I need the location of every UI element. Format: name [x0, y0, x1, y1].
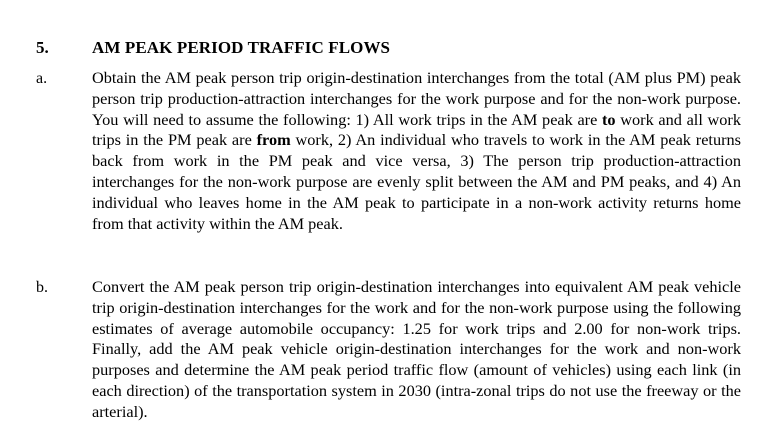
- item-text-b: Convert the AM peak person trip origin-destination interchanges into equivalent AM peak vehicle trip origin-destination interchanges for the work and for the non-work purpose using the following estimates of average automobile occupancy: 1.25 for work trips and 2.00 for non-work trips. Finally, add the AM peak vehicle origin-destination interchanges for the work and non-work purposes and determine the AM peak period traffic flow (amount of vehicles) using each link (in each direction) of the transportation system in 2030 (intra-zonal trips do not use the freeway or the arterial).: [92, 277, 741, 421]
- item-letter-b: b.: [36, 279, 48, 296]
- emphasis-from: from: [256, 130, 291, 150]
- section-title: AM PEAK PERIOD TRAFFIC FLOWS: [92, 38, 391, 57]
- item-text-a: Obtain the AM peak person trip origin-destination interchanges from the total (AM plus PM) peak person trip production-attraction interchanges for the work purpose and for the non-work purpose. You will need to assume the following: 1) All work trips in the AM peak are to work and all work trips in the PM peak are from work, 2) An individual who travels to work in the AM peak returns back from work in the PM peak and vice versa, 3) The person trip production-attraction interchanges for the non-work purpose are evenly split between the AM and PM peaks, and 4) An individual who leaves home in the AM peak to participate in a non-work activity returns home from that activity within the AM peak.: [92, 68, 741, 233]
- section-number: 5.: [36, 38, 49, 57]
- item-letter-a: a.: [36, 70, 48, 87]
- emphasis-to: to: [602, 109, 616, 129]
- section-heading: [0, 36, 773, 60]
